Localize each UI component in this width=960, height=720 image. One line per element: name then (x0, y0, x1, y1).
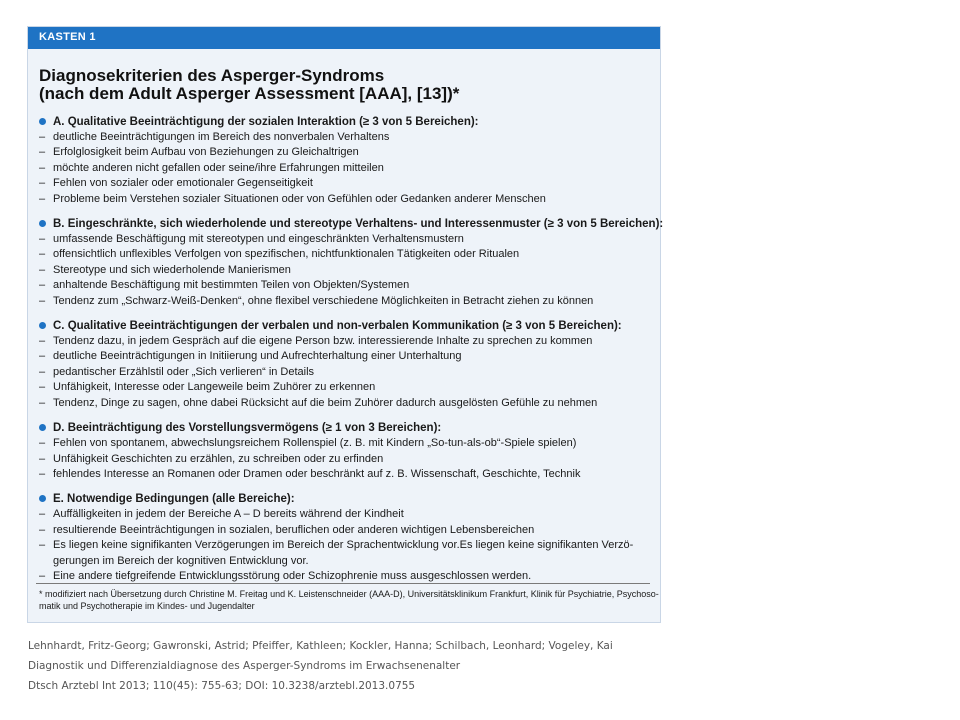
box-header (28, 27, 660, 49)
title-line: Diagnosekriterien des Asperger-Syndroms (39, 66, 385, 85)
list-item: – Erfolglosigkeit beim Aufbau von Beziehungen zu Gleichaltrigen (39, 146, 359, 159)
list-item: – Eine andere tiefgreifende Entwicklungsstörung oder Schizophrenie muss ausgeschlossen werden. (39, 569, 532, 582)
citation-title: Diagnostik und Differenzialdiagnose des Asperger-Syndroms im Erwachsenenalter (28, 660, 461, 672)
list-item: – Tendenz, Dinge zu sagen, ohne dabei Rücksicht auf die beim Zuhörer dadurch ausgelösten Gefühle zu nehmen (39, 396, 598, 409)
list-item: – Probleme beim Verstehen sozialer Situationen oder von Gefühlen oder Gedanken anderer Menschen (39, 192, 546, 205)
criteria-section-b (39, 216, 664, 309)
criteria-list (39, 114, 664, 593)
title-line: (nach dem Adult Asperger Assessment [AAA], [13])* (39, 84, 460, 103)
list-item: – Unfähigkeit, Interesse oder Langeweile beim Zuhörer zu erkennen (39, 381, 376, 394)
info-box (27, 26, 664, 623)
list-item: – möchte anderen nicht gefallen oder seine/ihre Erfahrungen mitteilen (39, 161, 384, 174)
bullet-icon (39, 424, 46, 431)
list-item: – fehlendes Interesse an Romanen oder Dramen oder beschränkt auf z. B. Wissenschaft, Geschichte, Technik (39, 467, 581, 480)
list-item: – Fehlen von spontanem, abwechslungsreichem Rollenspiel (z. B. mit Kindern „So-tun-als-ob“-Spiele spielen) (39, 437, 577, 450)
criteria-section-a (39, 114, 654, 207)
list-item: – Stereotype und sich wiederholende Manierismen (39, 263, 291, 276)
bullet-icon (39, 322, 46, 329)
bullet-icon (39, 118, 46, 125)
list-item: – deutliche Beeinträchtigungen im Bereich des nonverbalen Verhaltens (39, 131, 390, 143)
list-item-continuation: gerungen im Bereich der kognitiven Entwicklung vor. (53, 554, 309, 567)
bullet-icon (39, 220, 46, 227)
list-item: – anhaltende Beschäftigung mit bestimmten Teilen von Objekten/Systemen (39, 279, 410, 292)
list-item: – resultierende Beeinträchtigungen in sozialen, beruflichen oder anderen wichtigen Lebensbereichen (39, 523, 535, 536)
criteria-section-e (39, 491, 654, 584)
section-heading: C. Qualitative Beeinträchtigungen der verbalen und non-verbalen Kommunikation (≥ 3 von 5 Bereichen): (53, 320, 622, 333)
list-item: – umfassende Beschäftigung mit stereotypen und eingeschränkten Verhaltensmustern (39, 233, 464, 246)
list-item: – offensichtlich unflexibles Verfolgen von spezifischen, nichtfunktionalen Tätigkeiten oder Ritualen (39, 248, 520, 261)
list-item: – pedantischer Erzählstil oder „Sich verlieren“ in Details (39, 365, 315, 378)
box-header-label: KASTEN 1 (39, 31, 96, 43)
footnote-line: * modifiziert nach Übersetzung durch Christine M. Freitag und K. Leistenschneider (AAA-D), Universitätsklinikum Frankfurt, Klinik für Psychiatrie, Psychoso- (39, 589, 659, 599)
section-heading: D. Beeinträchtigung des Vorstellungsvermögens (≥ 1 von 3 Bereichen): (53, 422, 442, 435)
list-item: – Unfähigkeit Geschichten zu erzählen, zu schreiben oder zu erfinden (39, 452, 384, 465)
footnote-line: matik und Psychotherapie im Kindes- und Jugendalter (39, 601, 255, 611)
citation (28, 636, 928, 696)
box-title (39, 67, 639, 103)
footnote (39, 588, 659, 612)
criteria-section-d (39, 420, 654, 482)
criteria-section-c (39, 318, 654, 411)
citation-authors: Lehnhardt, Fritz-Georg; Gawronski, Astrid; Pfeiffer, Kathleen; Kockler, Hanna; Schilbach, Leonhard; Vogeley, Kai (28, 640, 613, 652)
footnote-divider (36, 583, 650, 584)
bullet-icon (39, 495, 46, 502)
list-item: – Fehlen von sozialer oder emotionaler Gegenseitigkeit (39, 177, 313, 190)
section-heading: E. Notwendige Bedingungen (alle Bereiche): (53, 493, 295, 506)
list-item: – deutliche Beeinträchtigungen in Initiierung und Aufrechterhaltung einer Unterhaltung (39, 350, 462, 363)
citation-reference: Dtsch Arztebl Int 2013; 110(45): 755-63; DOI: 10.3238/arztebl.2013.0755 (28, 680, 416, 692)
section-heading: B. Eingeschränkte, sich wiederholende und stereotype Verhaltens- und Interessenmuster (≥ 3 von 5 Bereichen): (53, 218, 664, 231)
list-item: – Auffälligkeiten in jedem der Bereiche A – D bereits während der Kindheit (39, 508, 404, 521)
section-heading: A. Qualitative Beeinträchtigung der sozialen Interaktion (≥ 3 von 5 Bereichen): (53, 116, 479, 128)
list-item: – Tendenz dazu, in jedem Gespräch auf die eigene Person bzw. interessierende Inhalte zu sprechen zu kommen (39, 335, 593, 348)
list-item: – Es liegen keine signifikanten Verzögerungen im Bereich der Sprachentwicklung vor.Es liegen keine signifikanten Verzö- (39, 539, 634, 552)
list-item: – Tendenz zum „Schwarz-Weiß-Denken“, ohne flexibel verschiedene Möglichkeiten in Betracht ziehen zu können (39, 294, 594, 307)
